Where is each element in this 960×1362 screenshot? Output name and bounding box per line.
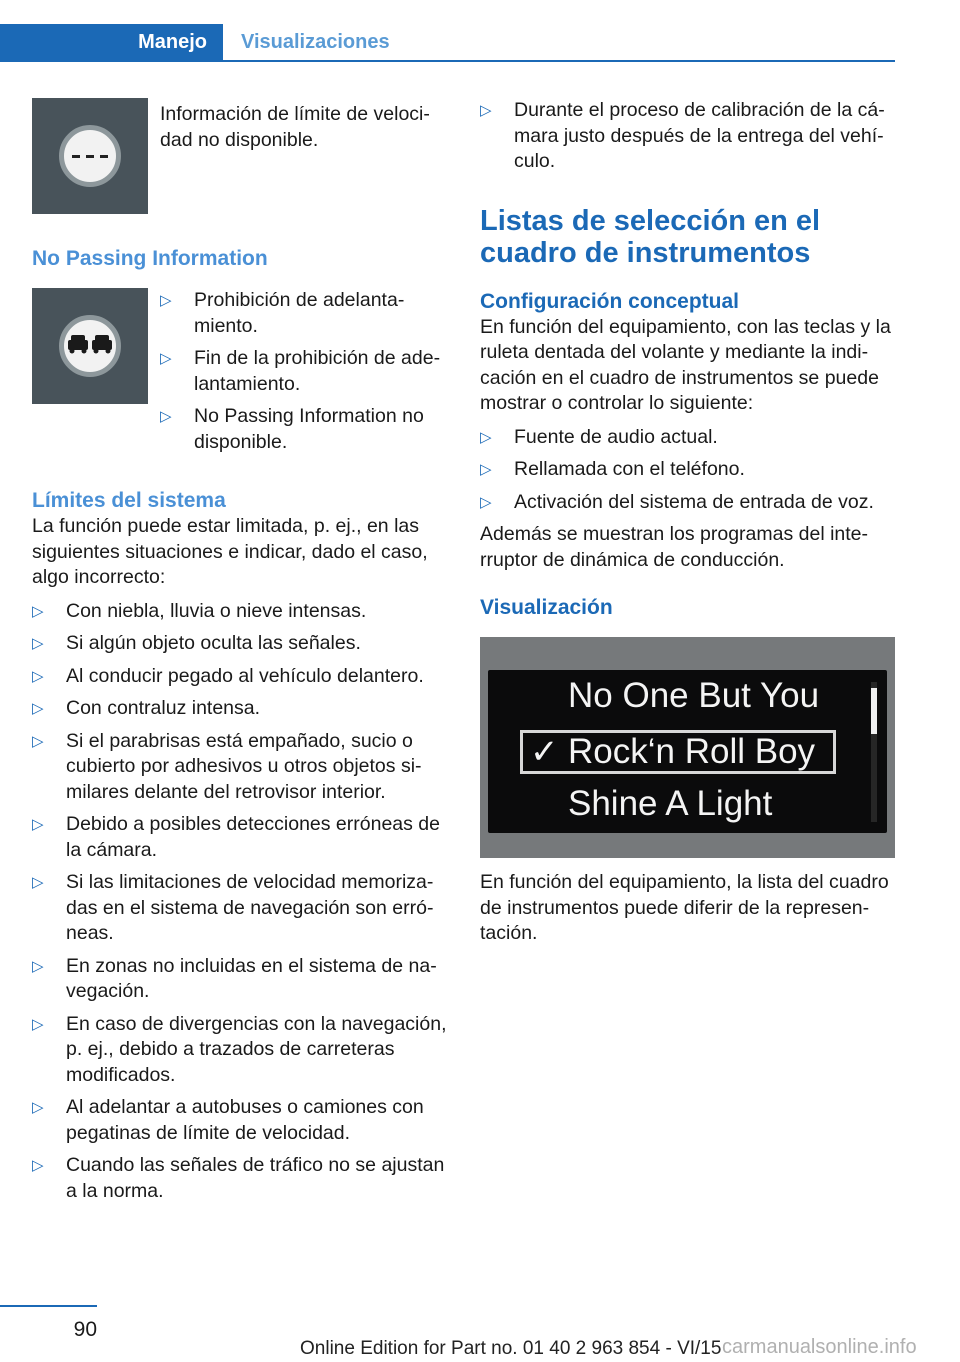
list-entry-selected: Rock‘n Roll Boy: [568, 732, 816, 771]
speed-limit-unavailable-text: Información de límite de velocidad no disponible.: [160, 103, 430, 151]
programs-text: Además se muestran los programas del interruptor de dinámica de conducción.: [480, 523, 869, 571]
page-number-rule: [0, 1305, 97, 1307]
header-bar: [0, 24, 895, 62]
limits-heading: Límites del sistema: [32, 489, 226, 512]
list-item: ▷ Al conducir pegado al vehículo delantero.: [32, 664, 450, 690]
list-item: ▷ Al adelantar a autobuses o camiones con pegatinas de límite de velocidad.: [32, 1096, 424, 1144]
concept-list: [480, 425, 898, 516]
list-entry: No One But You: [568, 676, 820, 715]
concept-intro: En función del equipamiento, con las teclas y la ruleta dentada del volante y mediante la indicación en el cuadro de instrumentos se puede mostrar o controlar lo siguiente:: [480, 315, 891, 414]
list-item: ▷ Prohibición de adelantamiento.: [160, 289, 405, 337]
triangle-bullet-icon: ▷: [32, 732, 44, 750]
list-item: ▷ En caso de divergencias con la navegación, p. ej., debido a trazados de carreteras modificados.: [32, 1012, 447, 1086]
edition-footer: Online Edition for Part no. 01 40 2 963 854 - VI/15: [300, 1338, 722, 1359]
right-column: [480, 98, 898, 947]
speed-limit-unavailable-row: [32, 98, 450, 214]
checkmark-icon: ✓: [530, 733, 559, 771]
list-item: ▷ Fin de la prohibición de adelantamiento.: [160, 347, 441, 395]
no-passing-row: [32, 288, 450, 462]
list-item: ▷ Si las limitaciones de velocidad memorizadas en el sistema de navegación son erróneas.: [32, 871, 434, 944]
triangle-bullet-icon: ▷: [480, 461, 492, 478]
triangle-bullet-icon: ▷: [480, 102, 492, 119]
triangle-bullet-icon: ▷: [32, 816, 44, 833]
display-note: En función del equipamiento, la lista del cuadro de instrumentos puede diferir de la representación.: [480, 871, 889, 944]
triangle-bullet-icon: ▷: [32, 667, 44, 685]
speed-limit-unavailable-icon: [32, 98, 148, 214]
watermark: carmanualsonline.info: [722, 1336, 917, 1358]
concept-heading: Configuración conceptual: [480, 289, 740, 313]
list-item: ▷ Si el parabrisas está empañado, sucio o cubierto por adhesivos u otros objetos similares delante del retrovisor interior.: [32, 729, 422, 803]
triangle-bullet-icon: ▷: [160, 350, 172, 367]
left-column: [32, 98, 450, 1211]
list-item: ▷ No Passing Information no disponible.: [160, 405, 424, 453]
main-heading: Listas de selección en el cuadro de instrumentos: [480, 204, 821, 269]
triangle-bullet-icon: ▷: [32, 602, 44, 620]
triangle-bullet-icon: ▷: [32, 874, 44, 891]
limits-list: [32, 599, 450, 1205]
no-passing-list: [160, 288, 450, 462]
triangle-bullet-icon: ▷: [480, 493, 492, 511]
page-number: 90: [73, 1318, 97, 1341]
list-item: ▷ Durante el proceso de calibración de la cámara justo después de la entrega del vehículo.: [480, 99, 885, 172]
list-item: ▷ Con niebla, lluvia o nieve intensas.: [32, 599, 450, 625]
list-item: ▷ En zonas no incluidas en el sistema de navegación.: [32, 954, 437, 1002]
triangle-bullet-icon: ▷: [32, 1099, 44, 1116]
tab-visualizaciones[interactable]: Visualizaciones: [241, 31, 390, 53]
list-item: ▷ Si algún objeto oculta las señales.: [32, 631, 450, 657]
triangle-bullet-icon: ▷: [32, 1157, 44, 1174]
list-item: ▷ Cuando las señales de tráfico no se ajustan a la norma.: [32, 1154, 445, 1202]
list-entry: Shine A Light: [568, 784, 773, 823]
instrument-cluster-photo: [480, 637, 895, 858]
scrollbar-thumb: [871, 688, 877, 734]
list-item: ▷ Activación del sistema de entrada de voz.: [480, 490, 898, 516]
triangle-bullet-icon: ▷: [32, 957, 44, 975]
triangle-bullet-icon: ▷: [32, 635, 44, 652]
list-item: ▷ Rellamada con el teléfono.: [480, 457, 898, 483]
calibration-list: [480, 98, 898, 175]
no-passing-icon: [32, 288, 148, 404]
no-passing-heading: No Passing Information: [32, 247, 268, 270]
limits-intro: La función puede estar limitada, p. ej., en las siguientes situaciones e indicar, dado el caso, algo incorrecto:: [32, 515, 428, 588]
list-item: ▷ Fuente de audio actual.: [480, 425, 898, 451]
triangle-bullet-icon: ▷: [480, 428, 492, 446]
tab-manejo[interactable]: Manejo: [0, 24, 223, 60]
triangle-bullet-icon: ▷: [160, 292, 172, 309]
display-heading: Visualización: [480, 596, 613, 619]
triangle-bullet-icon: ▷: [32, 700, 44, 717]
list-item: ▷ Con contraluz intensa.: [32, 696, 450, 722]
cluster-display-panel: [488, 670, 887, 833]
triangle-bullet-icon: ▷: [160, 408, 172, 425]
triangle-bullet-icon: ▷: [32, 1015, 44, 1033]
list-item: ▷ Debido a posibles detecciones erróneas de la cámara.: [32, 813, 440, 861]
